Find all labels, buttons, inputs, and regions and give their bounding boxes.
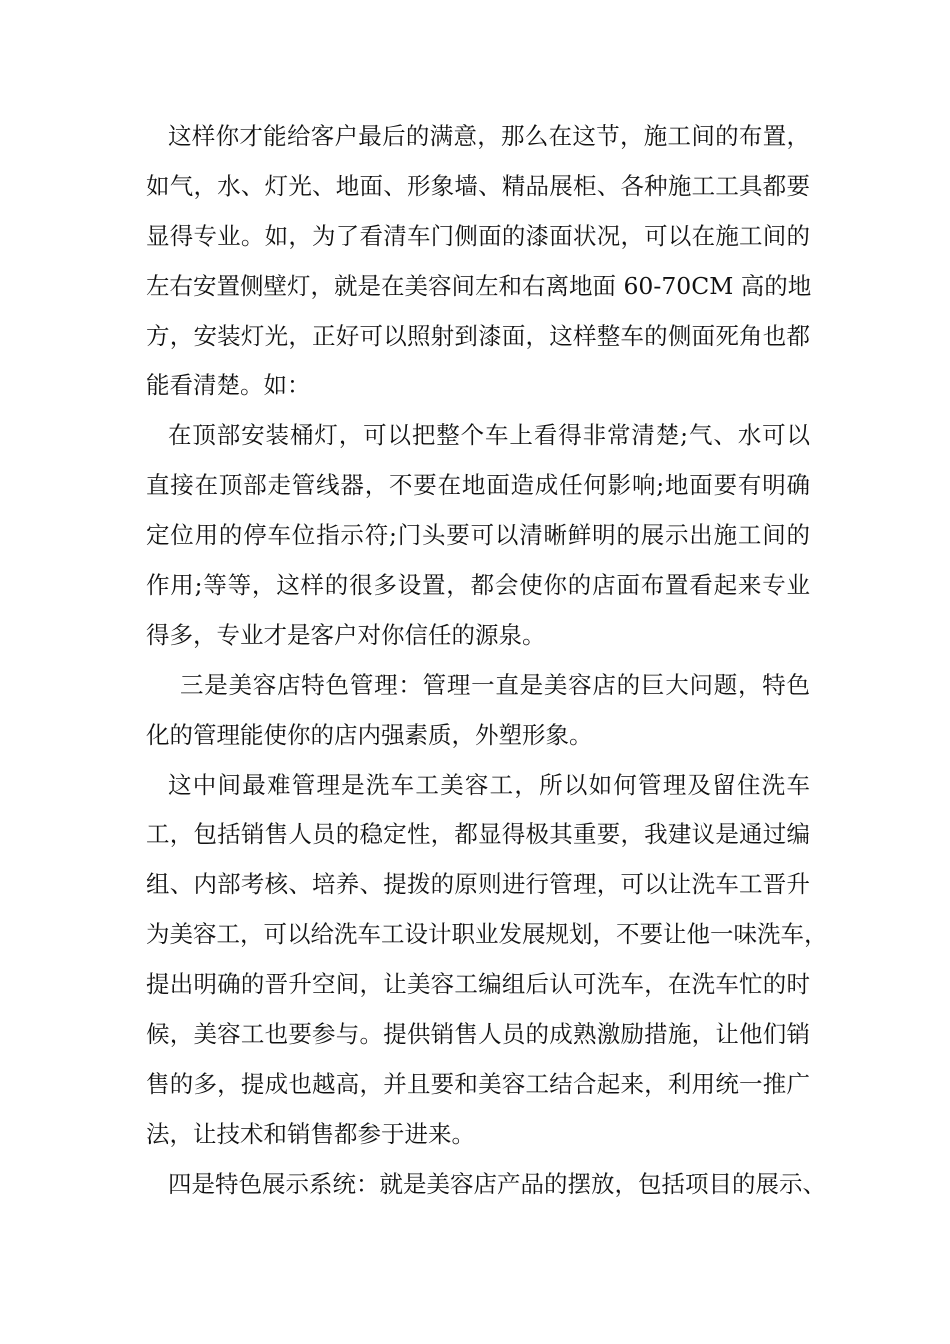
text-line: 作用;等等，这样的很多设置，都会使你的店面布置看起来专业	[146, 571, 810, 600]
paragraph-5	[146, 1160, 826, 1210]
text-line: 这样你才能给客户最后的满意，那么在这节，施工间的布置，	[168, 122, 810, 150]
text-line: 四是特色展示系统：就是美容店产品的摆放，包括项目的展示、	[168, 1169, 826, 1198]
text-line: 化的管理能使你的店内强素质，外塑形象。	[146, 720, 593, 749]
text-line: 显得专业。如，为了看清车门侧面的漆面状况，可以在施工间的	[146, 221, 810, 250]
text-line: 方，安装灯光，正好可以照射到漆面，这样整车的侧面死角也都	[146, 321, 810, 350]
text-line: 法，让技术和销售都参于进来。	[146, 1119, 475, 1148]
text-line: 候，美容工也要参与。提供销售人员的成熟激励措施，让他们销	[146, 1020, 810, 1049]
body-text	[146, 112, 828, 1210]
paragraph-2	[146, 411, 810, 660]
text-line: 提出明确的晋升空间，让美容工编组后认可洗车，在洗车忙的时	[146, 970, 810, 999]
text-line: 这中间最难管理是洗车工美容工，所以如何管理及留住洗车	[168, 770, 810, 799]
text-line: 组、内部考核、培养、提拨的原则进行管理，可以让洗车工晋升	[146, 870, 810, 899]
paragraph-3	[146, 661, 810, 761]
text-line: 左右安置侧壁灯，就是在美容间左和右离地面 60-70CM 高的地	[146, 271, 812, 300]
text-line: 在顶部安装桶灯，可以把整个车上看得非常清楚;气、水可以	[168, 421, 810, 450]
text-line: 售的多，提成也越高，并且要和美容工结合起来，利用统一推广	[146, 1069, 810, 1098]
text-line: 为美容工，可以给洗车工设计职业发展规划，不要让他一味洗车，	[146, 920, 828, 949]
text-line: 三是美容店特色管理：管理一直是美容店的巨大问题，特色	[180, 670, 810, 699]
paragraph-4	[146, 761, 828, 1160]
text-line: 直接在顶部走管线器，不要在地面造成任何影响;地面要有明确	[146, 471, 810, 500]
text-line: 能看清楚。如：	[146, 371, 311, 400]
text-line: 得多，专业才是客户对你信任的源泉。	[146, 620, 546, 649]
text-line: 如气，水、灯光、地面、形象墙、精品展柜、各种施工工具都要	[146, 171, 810, 200]
paragraph-1	[146, 112, 810, 411]
text-line: 工，包括销售人员的稳定性，都显得极其重要，我建议是通过编	[146, 820, 810, 849]
text-line: 定位用的停车位指示符;门头要可以清晰鲜明的展示出施工间的	[146, 521, 810, 550]
